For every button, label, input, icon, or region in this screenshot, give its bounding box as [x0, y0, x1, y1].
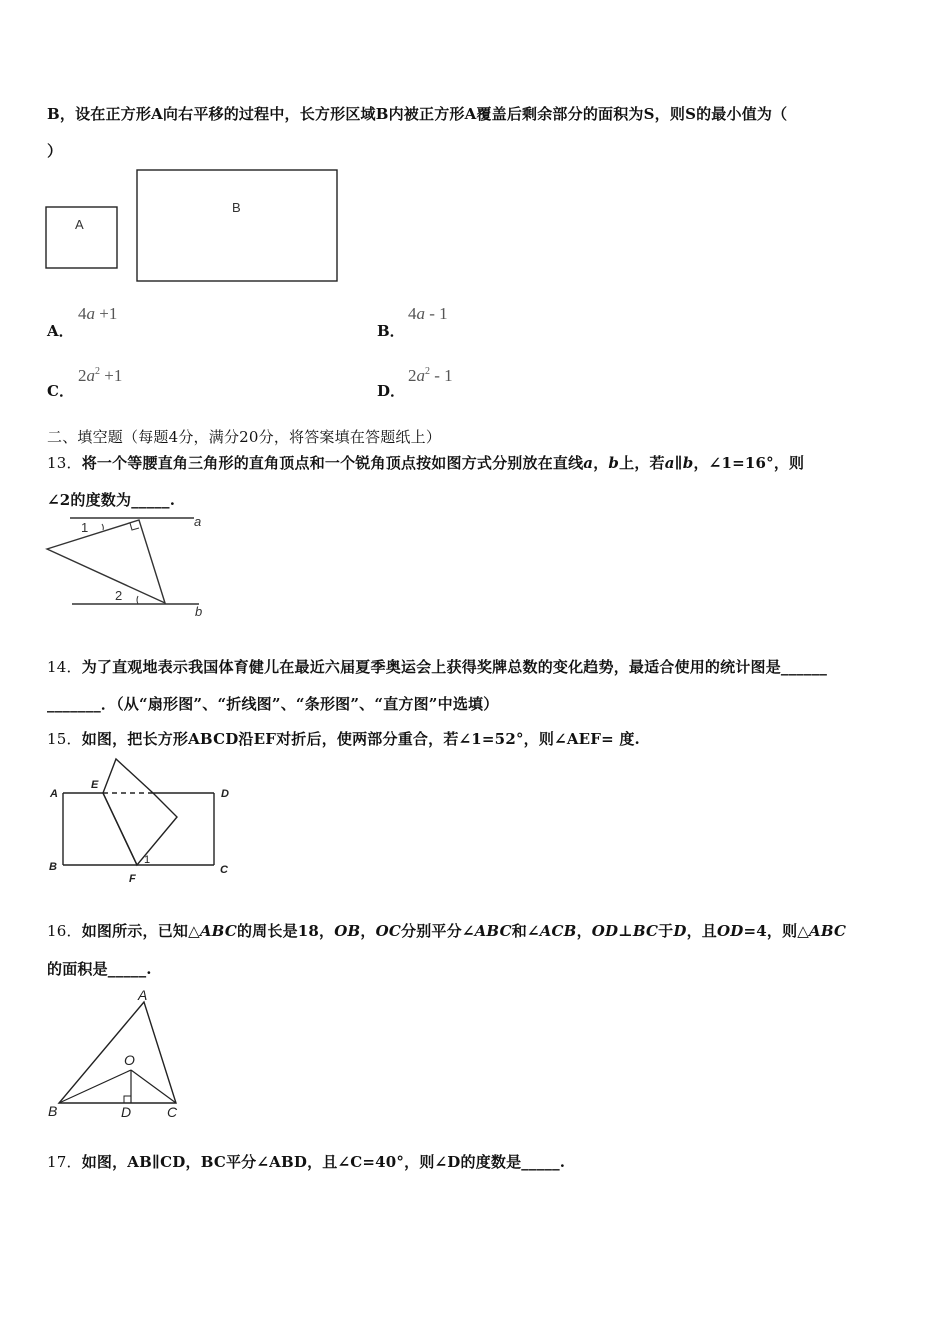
rectangle-b-label: B: [232, 200, 241, 215]
option-a-expression[interactable]: 4a +1: [78, 304, 118, 323]
label-e: E: [91, 779, 99, 791]
q16-number: 16．: [47, 922, 82, 940]
q13-number: 13．: [47, 454, 82, 472]
q16-text-line2: 的面积是_____.: [47, 960, 152, 978]
rectangle-b: [137, 170, 337, 281]
q14-number: 14．: [47, 658, 82, 676]
segment-ob: [59, 1070, 131, 1103]
label-b: B: [49, 861, 57, 873]
q17-text: 17．如图，AB∥CD，BC平分∠ABD，且∠C=40°，则∠D的度数是_____.: [47, 1153, 566, 1171]
angle-2-arc: [137, 596, 138, 604]
label-f: F: [129, 873, 136, 885]
label-o: O: [124, 1052, 135, 1068]
option-c-label[interactable]: C．: [47, 382, 74, 400]
line-a-label: a: [194, 514, 202, 529]
q12-text-line2: ）: [47, 142, 63, 160]
angle-1-label: 1: [81, 520, 89, 535]
q13-figure: [44, 510, 214, 625]
option-b-expression[interactable]: 4a - 1: [408, 304, 448, 323]
q15-number: 15．: [47, 730, 82, 748]
label-b: B: [48, 1103, 58, 1119]
segment-ef: [103, 793, 137, 865]
q16-text-line1: 16．如图所示，已知△ABC的周长是18，OB，OC分别平分∠ABC和∠ACB，OD⊥BC于D，且OD=4，则△ABC: [47, 922, 847, 940]
label-c: C: [220, 864, 228, 876]
label-c: C: [167, 1104, 178, 1120]
q14-text-line1: 14．为了直观地表示我国体育健儿在最近六届夏季奥运会上获得奖牌总数的变化趋势，最适合使用的统计图是______: [47, 658, 828, 676]
option-a-label[interactable]: A．: [47, 322, 74, 340]
segment-oc: [131, 1070, 176, 1103]
q14-text-line2: _______．（从“扇形图”、“折线图”、“条形图”、“直方图”中选填）: [47, 695, 499, 713]
triangle-abc: [59, 1002, 176, 1103]
label-a: A: [138, 987, 148, 1003]
q15-figure: [44, 755, 244, 890]
label-d: D: [121, 1104, 132, 1120]
square-a-label: A: [75, 217, 84, 232]
option-d-label[interactable]: D．: [377, 382, 406, 400]
label-1: 1: [144, 854, 151, 866]
q15-text: 15．如图，把长方形ABCD沿EF对折后，使两部分重合，若∠1=52°，则∠AEF= 度.: [47, 730, 640, 748]
option-c-expression[interactable]: $2a^2 +1$: [78, 366, 123, 385]
folded-flap: [103, 759, 177, 865]
q16-figure: [44, 985, 194, 1120]
right-triangle: [47, 520, 165, 603]
line-b-label: b: [195, 604, 203, 619]
section-title: 二、填空题（每题4分，满分20分，将答案填在答题纸上）: [47, 428, 442, 446]
q12-text-line1: B，设在正方形A向右平移的过程中，长方形区域B内被正方形A覆盖后剩余部分的面积为S，则S的最小值为（: [47, 105, 788, 123]
q13-text-line2: ∠2的度数为_____.: [47, 491, 176, 509]
label-a: A: [50, 788, 58, 800]
label-d: D: [221, 788, 229, 800]
q12-figure: [44, 168, 344, 286]
right-angle-mark: [130, 523, 139, 530]
q17-number: 17．: [47, 1153, 82, 1171]
right-angle-mark: [124, 1096, 131, 1103]
option-d-expression[interactable]: $2a^2 - 1$: [408, 366, 453, 385]
option-b-label[interactable]: B．: [377, 322, 405, 340]
angle-1-arc: [102, 524, 103, 530]
angle-2-label: 2: [115, 588, 123, 603]
q13-text-line1: 13．将一个等腰直角三角形的直角顶点和一个锐角顶点按如图方式分别放在直线a，b上，若a∥b，∠1=16°，则: [47, 454, 805, 472]
